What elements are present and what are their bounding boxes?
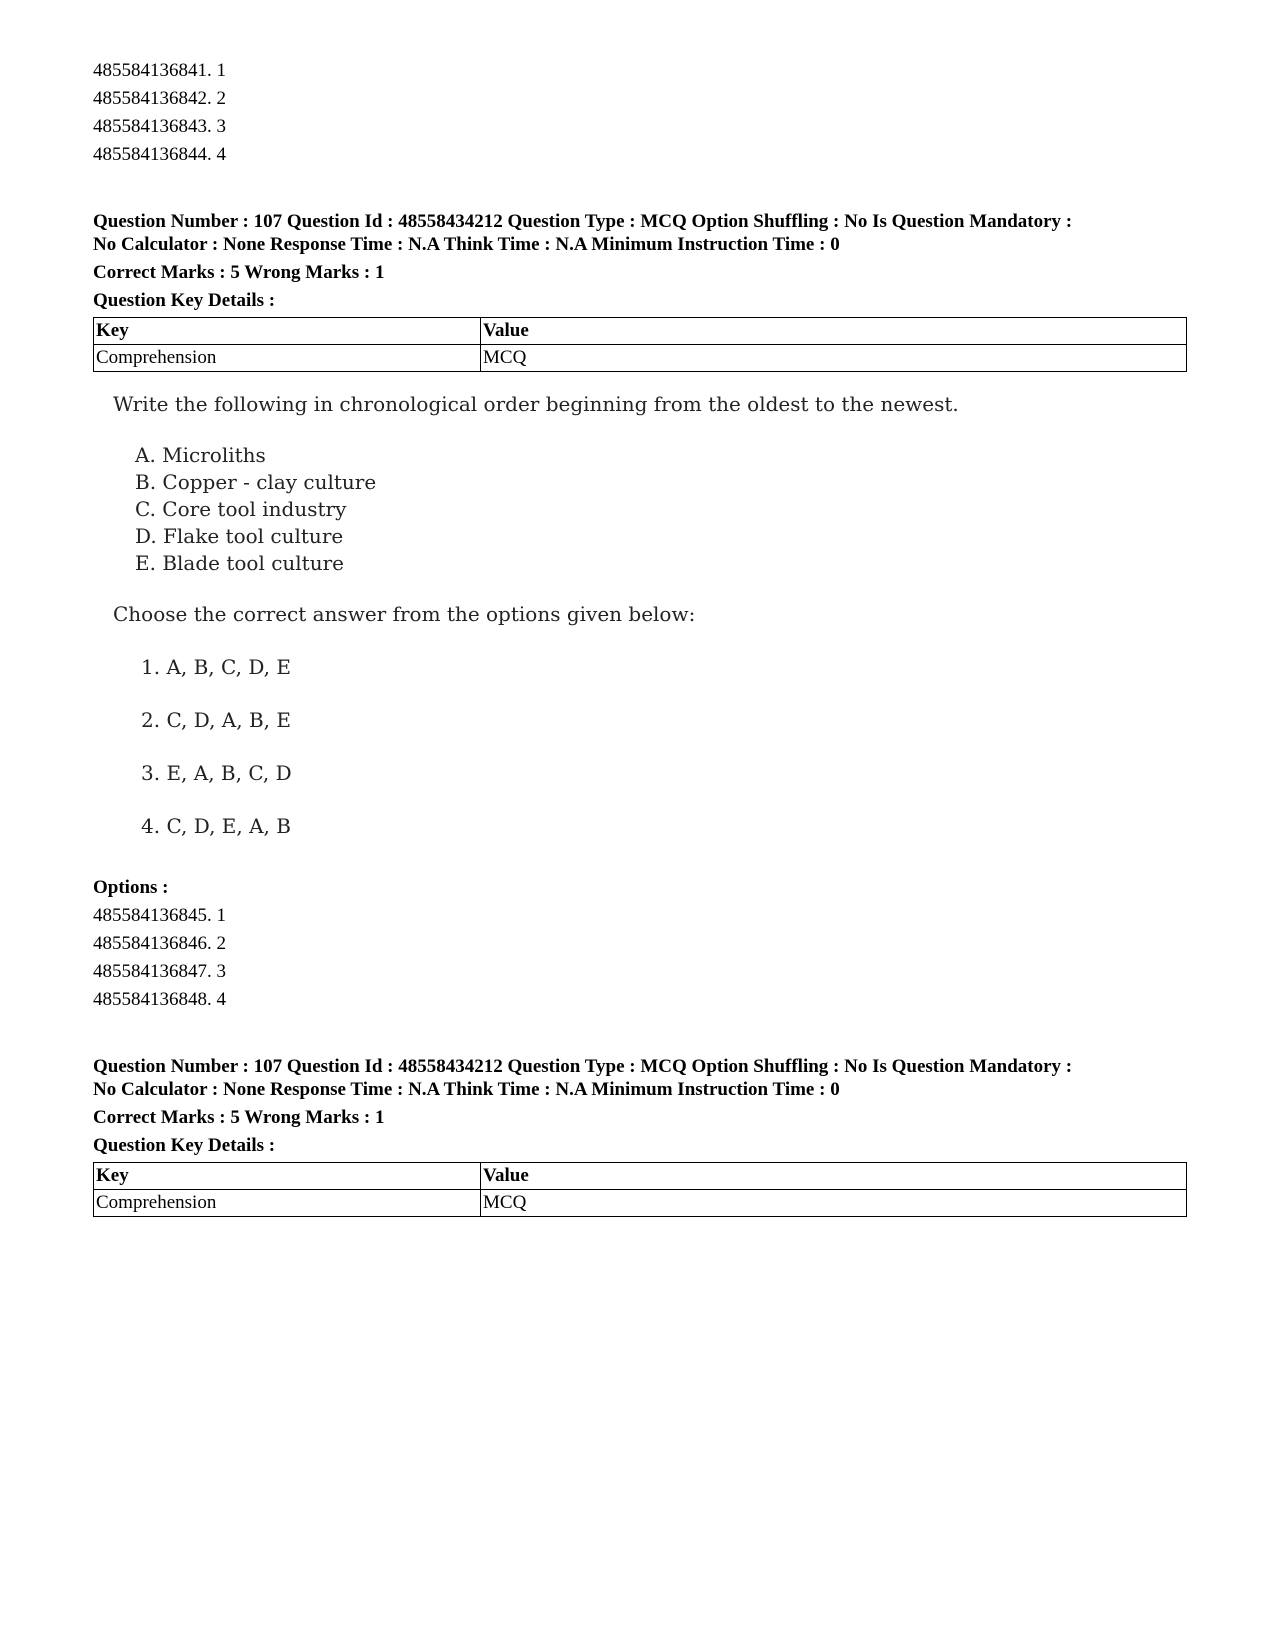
q1-option-3: 485584136847. 3 xyxy=(93,961,226,982)
answer-choice-1: 1. A, B, C, D, E xyxy=(141,655,291,679)
prev-option-3: 485584136843. 3 xyxy=(93,116,226,137)
table-cell-key: Comprehension xyxy=(94,345,481,372)
question-item-e: E. Blade tool culture xyxy=(135,551,344,575)
question-prompt: Write the following in chronological order beginning from the oldest to the newest. xyxy=(113,392,959,416)
q2-key-details-label: Question Key Details : xyxy=(93,1135,276,1156)
q2-key-details-table xyxy=(93,1162,1187,1217)
question-image xyxy=(93,392,1093,872)
prev-option-2: 485584136842. 2 xyxy=(93,88,226,109)
q1-option-1: 485584136845. 1 xyxy=(93,905,226,926)
q1-option-4: 485584136848. 4 xyxy=(93,989,226,1010)
table-row xyxy=(94,345,1187,372)
table-cell-value: MCQ xyxy=(481,1190,1187,1217)
q1-header-line-1: Question Number : 107 Question Id : 48558434212 Question Type : MCQ Option Shuffling : No Is Question Mandatory : xyxy=(93,211,1073,232)
q2-header-line-2: No Calculator : None Response Time : N.A Think Time : N.A Minimum Instruction Time : 0 xyxy=(93,1079,840,1100)
q1-key-details-table xyxy=(93,317,1187,372)
table-header-value: Value xyxy=(481,318,1187,345)
q2-header-line-1: Question Number : 107 Question Id : 48558434212 Question Type : MCQ Option Shuffling : No Is Question Mandatory : xyxy=(93,1056,1073,1077)
answer-choice-4: 4. C, D, E, A, B xyxy=(141,814,291,838)
table-cell-value: MCQ xyxy=(481,345,1187,372)
table-header-row xyxy=(94,1163,1187,1190)
question-item-b: B. Copper - clay culture xyxy=(135,470,377,494)
q1-key-details-label: Question Key Details : xyxy=(93,290,276,311)
answer-choice-2: 2. C, D, A, B, E xyxy=(141,708,291,732)
table-header-key: Key xyxy=(94,1163,481,1190)
q2-marks: Correct Marks : 5 Wrong Marks : 1 xyxy=(93,1107,385,1128)
table-header-row xyxy=(94,318,1187,345)
question-item-a: A. Microliths xyxy=(135,443,266,467)
q1-marks: Correct Marks : 5 Wrong Marks : 1 xyxy=(93,262,385,283)
prev-option-4: 485584136844. 4 xyxy=(93,144,226,165)
table-cell-key: Comprehension xyxy=(94,1190,481,1217)
q1-options-label: Options : xyxy=(93,877,169,898)
table-header-value: Value xyxy=(481,1163,1187,1190)
answer-choice-3: 3. E, A, B, C, D xyxy=(141,761,292,785)
table-row xyxy=(94,1190,1187,1217)
prev-option-1: 485584136841. 1 xyxy=(93,60,226,81)
choose-instruction: Choose the correct answer from the options given below: xyxy=(113,602,696,626)
table-header-key: Key xyxy=(94,318,481,345)
question-item-c: C. Core tool industry xyxy=(135,497,347,521)
q1-option-2: 485584136846. 2 xyxy=(93,933,226,954)
question-item-d: D. Flake tool culture xyxy=(135,524,344,548)
q1-header-line-2: No Calculator : None Response Time : N.A Think Time : N.A Minimum Instruction Time : 0 xyxy=(93,234,840,255)
